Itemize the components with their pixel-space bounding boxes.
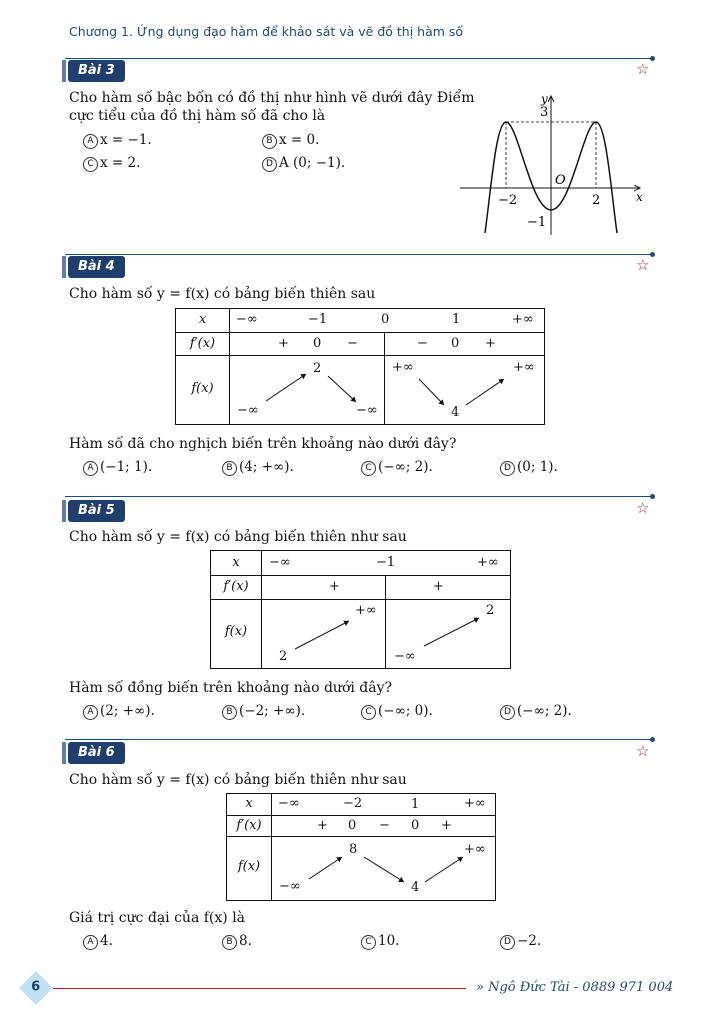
f-header: f(x) [237,859,261,874]
option-d[interactable] [262,155,345,172]
option-text: x = 2. [100,155,141,171]
f-value: +∞ [513,360,535,375]
section-divider [65,739,652,740]
option-d[interactable] [500,933,541,950]
divider-dot [650,494,655,499]
question-intro: Cho hàm số y = f(x) có bảng biến thiên như sau [69,529,407,545]
question-intro: Cho hàm số y = f(x) có bảng biến thiên như sau [69,772,407,788]
fp-sign: 0 [348,818,357,833]
f-value: 2 [279,649,288,664]
x-value: −∞ [236,312,258,327]
table-arrows [211,551,510,668]
option-text: 8. [239,933,252,949]
option-b[interactable] [222,459,294,476]
option-letter: A [83,134,98,149]
f-value: +∞ [464,842,486,857]
option-letter: D [500,461,515,476]
star-icon: ☆ [636,60,650,78]
option-d[interactable] [500,459,558,476]
option-b[interactable] [222,933,252,950]
badge-bar [62,500,66,522]
option-text: x = 0. [279,132,320,148]
option-text: (−1; 1). [100,459,153,475]
x-value: −1 [308,312,328,327]
x-value: −1 [376,555,396,570]
option-text: (2; +∞). [100,703,155,719]
max-label: 3 [540,105,549,120]
footer-author [476,980,673,995]
badge-bar [62,256,66,278]
table-arrows [227,794,495,900]
fp-sign: + [278,336,289,351]
option-c[interactable] [361,933,399,950]
fp-sign: 0 [451,336,460,351]
option-c[interactable] [361,703,433,720]
x-header: x [198,312,207,327]
option-text: x = −1. [100,132,152,148]
fp-header: f′(x) [236,818,262,833]
variation-table [226,793,496,901]
fp-header: f′(x) [189,336,216,351]
f-value: 2 [486,603,495,618]
option-letter: A [83,935,98,950]
author-text: Ngô Đức Tài - 0889 971 004 [488,980,674,995]
x-value: −∞ [278,796,300,811]
option-letter: B [222,935,237,950]
fp-sign: + [329,579,340,594]
f-value: 4 [451,405,460,420]
x-value: +∞ [477,555,499,570]
option-text: (−∞; 2). [378,459,433,475]
fp-sign: − [347,336,358,351]
option-letter: D [500,705,515,720]
f-value: 2 [313,361,322,376]
x-value: +∞ [512,312,534,327]
fp-sign: 0 [411,818,420,833]
badge-bar [62,60,66,82]
option-letter: C [361,705,376,720]
arrow-icon: » [476,980,484,995]
x-value: −∞ [269,555,291,570]
fp-sign: + [441,818,452,833]
x-value: 0 [381,312,390,327]
question-text: Cho hàm số bậc bốn có đồ thị như hình vẽ dưới đây Điểm [69,90,475,106]
f-value: 4 [411,880,420,895]
x-label: x [636,190,643,204]
option-c[interactable] [83,155,140,172]
f-header: f(x) [191,381,214,396]
option-c[interactable] [361,459,433,476]
fp-sign: + [433,579,444,594]
x-pos-label: 2 [592,193,601,208]
option-text: (4; +∞). [239,459,294,475]
option-letter: C [83,157,98,172]
option-letter: B [222,705,237,720]
table-arrows [176,309,544,424]
x-value: 1 [452,312,461,327]
variation-table [210,550,511,669]
f-value: −∞ [394,649,416,664]
question-intro: Cho hàm số y = f(x) có bảng biến thiên sau [69,286,376,302]
section-divider [65,496,652,497]
option-text: (−2; +∞). [239,703,306,719]
x-value: −2 [343,796,363,811]
option-a[interactable] [83,703,155,720]
fp-sign: + [317,818,328,833]
option-a[interactable] [83,933,113,950]
option-text: (−∞; 0). [378,703,433,719]
quartic-graph [455,90,655,240]
f-value: +∞ [392,360,414,375]
y-label: y [541,92,548,106]
option-a[interactable] [83,459,152,476]
option-letter: A [83,461,98,476]
option-letter: D [500,935,515,950]
option-text: 10. [378,933,400,949]
fp-sign: 0 [313,336,322,351]
option-letter: C [361,935,376,950]
option-letter: A [83,705,98,720]
option-text: −2. [517,933,542,949]
f-value: +∞ [355,603,377,618]
option-text: A (0; −1). [279,155,346,171]
option-letter: D [262,157,277,172]
section-divider [65,58,652,59]
star-icon: ☆ [636,499,650,517]
min-label: −1 [527,215,547,230]
f-value: −∞ [356,403,378,418]
option-text: 4. [100,933,113,949]
f-value: −∞ [237,403,259,418]
question-text: Hàm số đã cho nghịch biến trên khoảng nào dưới đây? [69,436,457,452]
f-header: f(x) [224,624,248,639]
question-text: cực tiểu của đồ thị hàm số đã cho là [69,108,326,124]
problem-badge: Bài 4 [68,256,125,278]
fp-sign: + [485,336,496,351]
fp-header: f′(x) [223,579,249,594]
divider-dot [650,737,655,742]
option-letter: C [361,461,376,476]
x-value: +∞ [464,796,486,811]
option-a[interactable] [83,132,152,149]
option-letter: B [262,134,277,149]
option-letter: B [222,461,237,476]
option-b[interactable] [262,132,319,149]
x-header: x [245,796,253,811]
option-b[interactable] [222,703,305,720]
divider-dot [650,56,655,61]
option-d[interactable] [500,703,572,720]
badge-bar [62,742,66,764]
x-value: 1 [411,797,420,812]
x-header: x [232,555,240,570]
star-icon: ☆ [636,256,650,274]
f-value: −∞ [279,879,301,894]
origin-label: O [555,173,566,188]
chapter-title: Chương 1. Ứng dụng đạo hàm để khảo sát và vẽ đồ thị hàm số [69,24,464,39]
section-divider [65,254,652,255]
footer-line [53,988,466,989]
option-text: (−∞; 2). [517,703,572,719]
option-text: (0; 1). [517,459,558,475]
fp-sign: − [417,336,428,351]
fp-sign: − [379,818,390,833]
problem-badge: Bài 6 [68,742,125,764]
variation-table [175,308,545,425]
question-text: Hàm số đồng biến trên khoảng nào dưới đây? [69,680,393,696]
x-neg-label: −2 [498,193,518,208]
page-number: 6 [19,971,53,1005]
question-text: Giá trị cực đại của f(x) là [69,910,246,926]
f-value: 8 [349,842,358,857]
divider-dot [650,252,655,257]
problem-badge: Bài 3 [68,60,125,82]
problem-badge: Bài 5 [68,500,125,522]
star-icon: ☆ [636,742,650,760]
